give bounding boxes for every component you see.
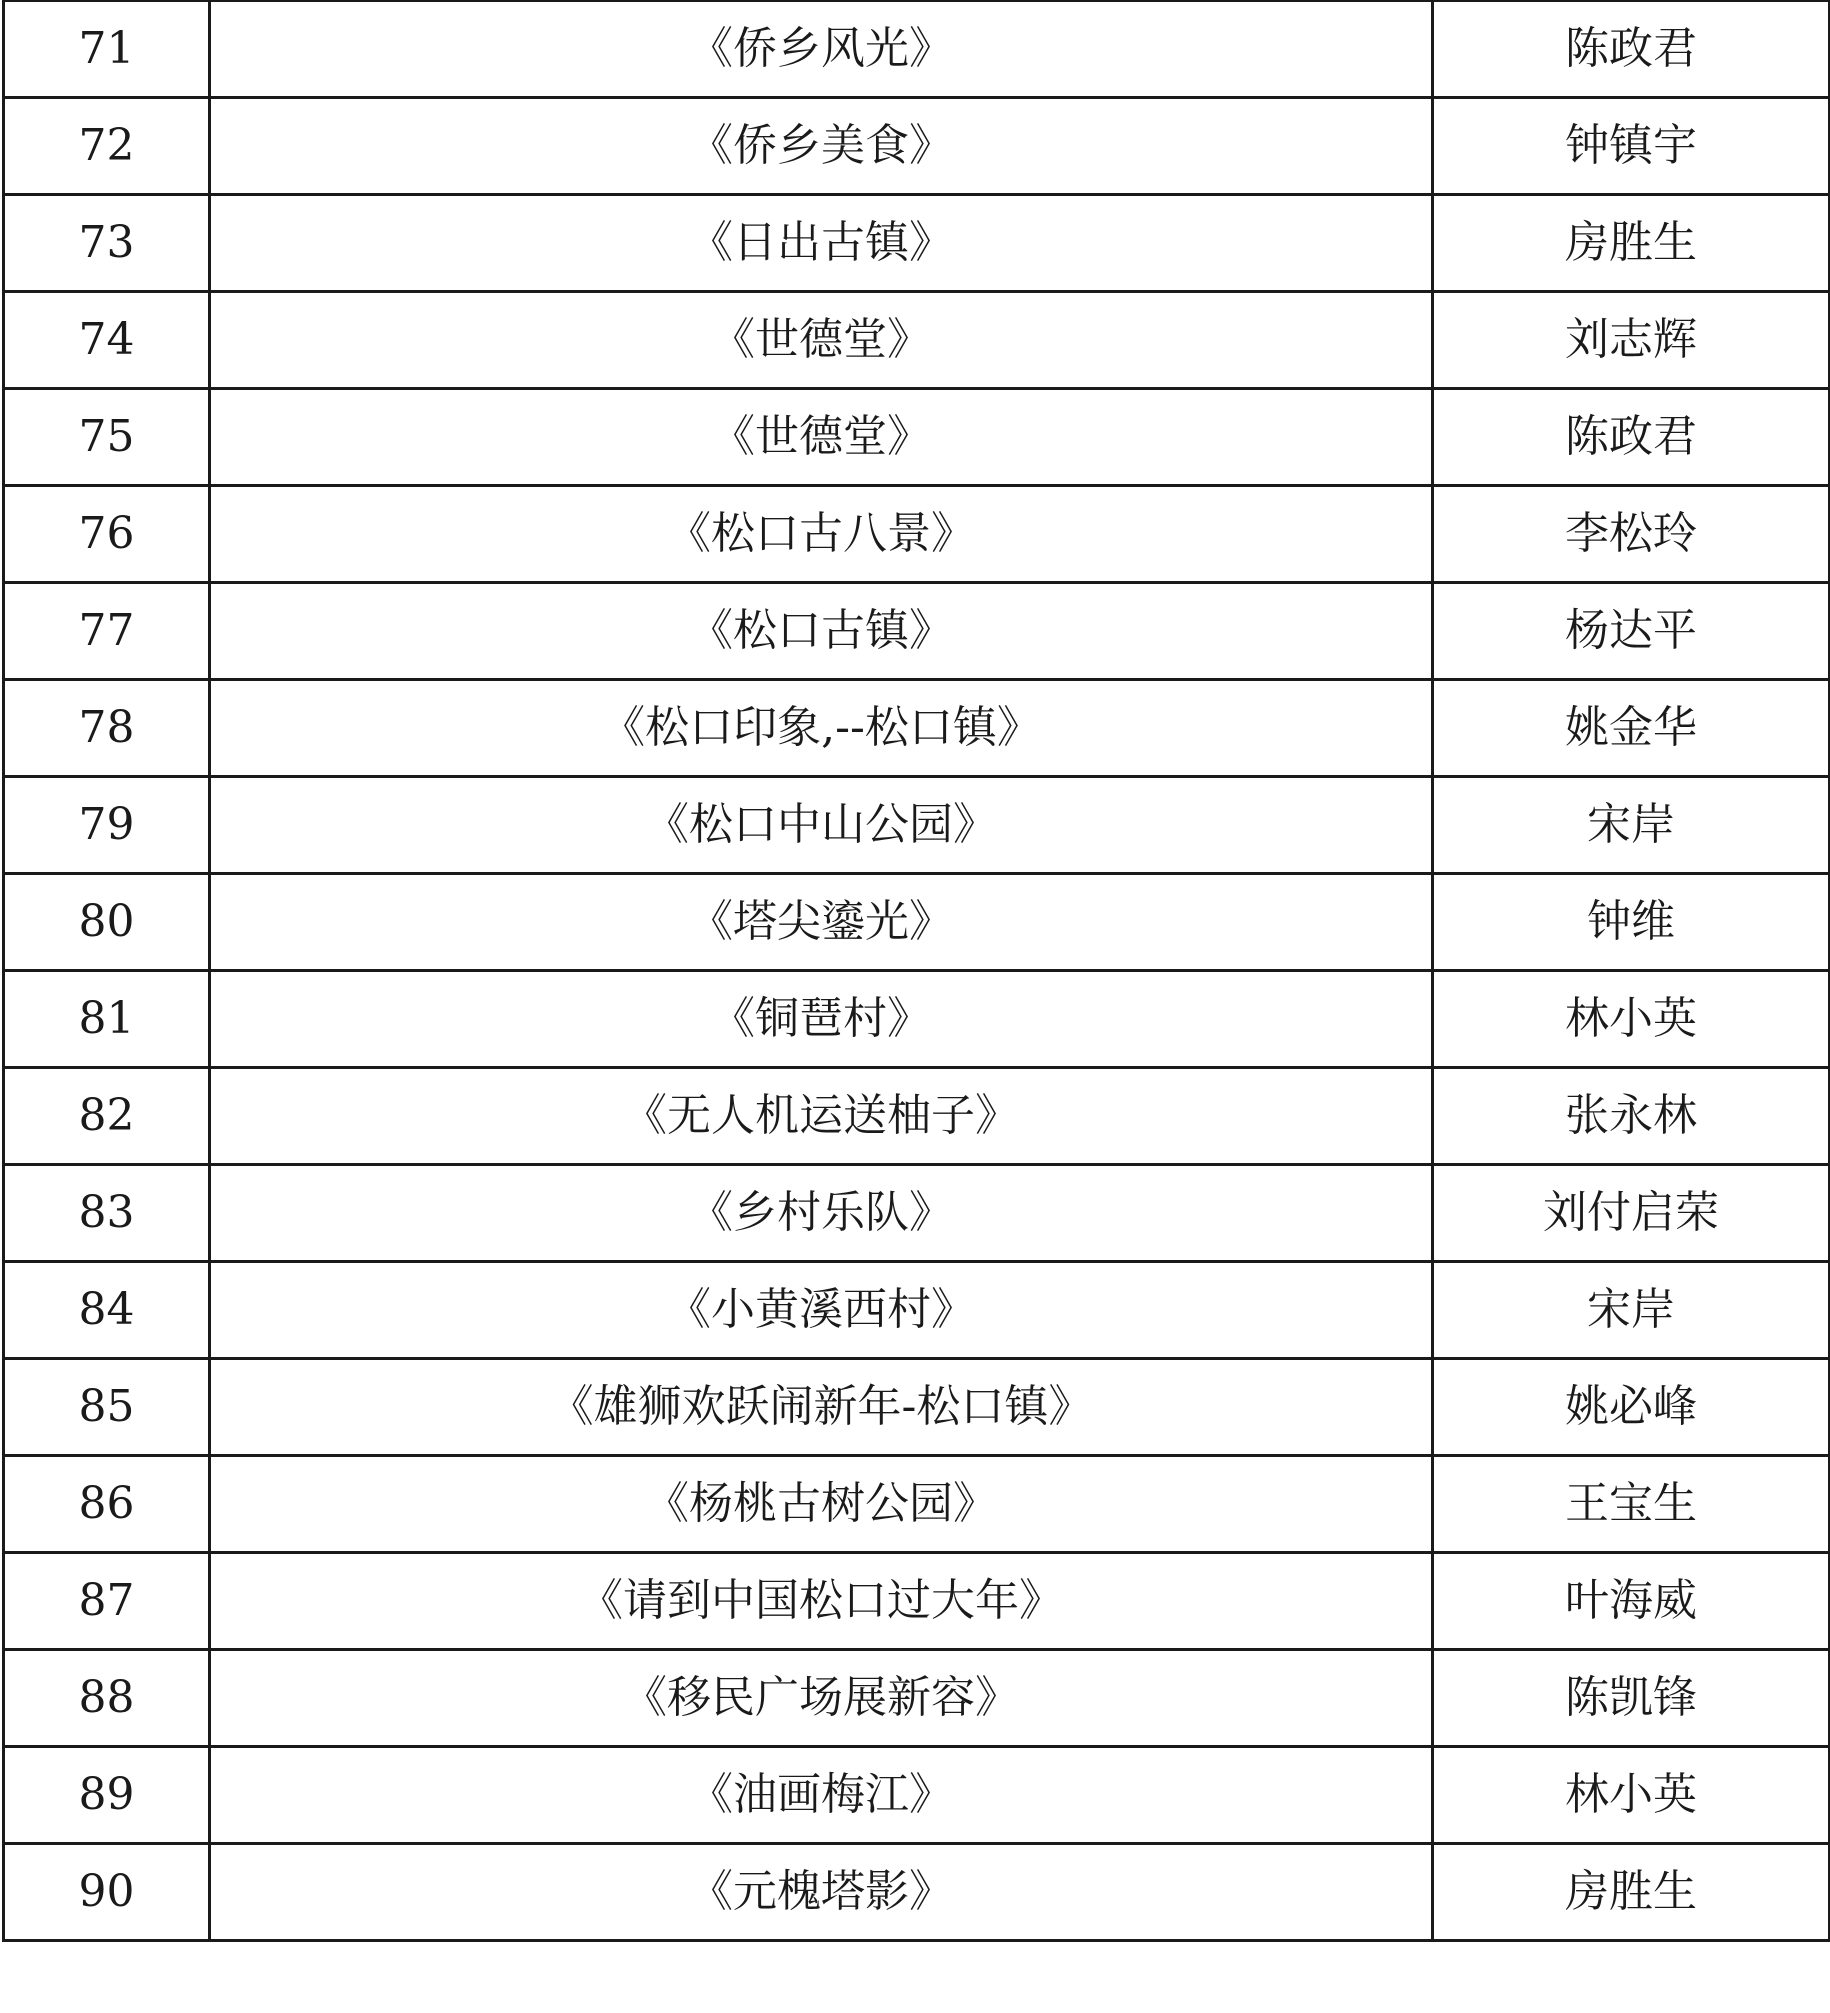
- table-row: [4, 389, 1830, 486]
- entry-author: 姚金华: [1433, 680, 1830, 777]
- entry-number: 71: [4, 1, 210, 98]
- table-row: [4, 1747, 1830, 1844]
- entry-author: 陈政君: [1433, 1, 1830, 98]
- table-row: [4, 680, 1830, 777]
- table-row: [4, 971, 1830, 1068]
- table-row: [4, 1359, 1830, 1456]
- entry-title: 《松口印象,--松口镇》: [210, 680, 1433, 777]
- entry-author: 王宝生: [1433, 1456, 1830, 1553]
- entry-author: 宋岸: [1433, 1262, 1830, 1359]
- table-row: [4, 777, 1830, 874]
- table-row: [4, 874, 1830, 971]
- entry-author: 房胜生: [1433, 1844, 1830, 1941]
- entry-title: 《杨桃古树公园》: [210, 1456, 1433, 1553]
- table-row: [4, 1165, 1830, 1262]
- table-row: [4, 1262, 1830, 1359]
- entry-author: 陈政君: [1433, 389, 1830, 486]
- entry-number: 84: [4, 1262, 210, 1359]
- entry-title: 《松口中山公园》: [210, 777, 1433, 874]
- entry-author: 陈凯锋: [1433, 1650, 1830, 1747]
- entry-author: 宋岸: [1433, 777, 1830, 874]
- entry-number: 72: [4, 98, 210, 195]
- table-row: [4, 1456, 1830, 1553]
- entry-number: 82: [4, 1068, 210, 1165]
- entry-number: 90: [4, 1844, 210, 1941]
- entry-title: 《塔尖鎏光》: [210, 874, 1433, 971]
- entry-title: 《松口古镇》: [210, 583, 1433, 680]
- entry-number: 79: [4, 777, 210, 874]
- entry-number: 78: [4, 680, 210, 777]
- entry-title: 《日出古镇》: [210, 195, 1433, 292]
- entry-author: 刘付启荣: [1433, 1165, 1830, 1262]
- entry-title: 《请到中国松口过大年》: [210, 1553, 1433, 1650]
- entry-number: 87: [4, 1553, 210, 1650]
- entry-title: 《铜琶村》: [210, 971, 1433, 1068]
- entry-author: 杨达平: [1433, 583, 1830, 680]
- entry-title: 《侨乡美食》: [210, 98, 1433, 195]
- entry-title: 《世德堂》: [210, 292, 1433, 389]
- table-row: [4, 292, 1830, 389]
- table-row: [4, 486, 1830, 583]
- entry-title: 《油画梅江》: [210, 1747, 1433, 1844]
- entry-number: 74: [4, 292, 210, 389]
- entry-title: 《雄狮欢跃闹新年-松口镇》: [210, 1359, 1433, 1456]
- entry-author: 李松玲: [1433, 486, 1830, 583]
- entry-number: 83: [4, 1165, 210, 1262]
- entry-number: 89: [4, 1747, 210, 1844]
- entry-title: 《乡村乐队》: [210, 1165, 1433, 1262]
- entry-title: 《侨乡风光》: [210, 1, 1433, 98]
- entry-number: 77: [4, 583, 210, 680]
- entry-number: 75: [4, 389, 210, 486]
- entries-table: [2, 0, 1830, 1942]
- entry-title: 《移民广场展新容》: [210, 1650, 1433, 1747]
- entry-number: 88: [4, 1650, 210, 1747]
- entry-author: 叶海威: [1433, 1553, 1830, 1650]
- entry-number: 86: [4, 1456, 210, 1553]
- entry-number: 80: [4, 874, 210, 971]
- table-row: [4, 1553, 1830, 1650]
- entry-author: 林小英: [1433, 971, 1830, 1068]
- entry-title: 《无人机运送柚子》: [210, 1068, 1433, 1165]
- table-row: [4, 1650, 1830, 1747]
- table-row: [4, 1068, 1830, 1165]
- entry-number: 76: [4, 486, 210, 583]
- entry-number: 85: [4, 1359, 210, 1456]
- table-row: [4, 583, 1830, 680]
- entry-title: 《小黄溪西村》: [210, 1262, 1433, 1359]
- entry-title: 《世德堂》: [210, 389, 1433, 486]
- table-row: [4, 195, 1830, 292]
- entry-author: 张永林: [1433, 1068, 1830, 1165]
- entry-author: 钟维: [1433, 874, 1830, 971]
- entry-author: 钟镇宇: [1433, 98, 1830, 195]
- table-row: [4, 98, 1830, 195]
- table-row: [4, 1844, 1830, 1941]
- entry-title: 《元槐塔影》: [210, 1844, 1433, 1941]
- entry-title: 《松口古八景》: [210, 486, 1433, 583]
- entries-body: [4, 1, 1830, 1941]
- entry-author: 刘志辉: [1433, 292, 1830, 389]
- entry-author: 林小英: [1433, 1747, 1830, 1844]
- entry-number: 81: [4, 971, 210, 1068]
- entry-author: 房胜生: [1433, 195, 1830, 292]
- entry-author: 姚必峰: [1433, 1359, 1830, 1456]
- table-row: [4, 1, 1830, 98]
- entry-number: 73: [4, 195, 210, 292]
